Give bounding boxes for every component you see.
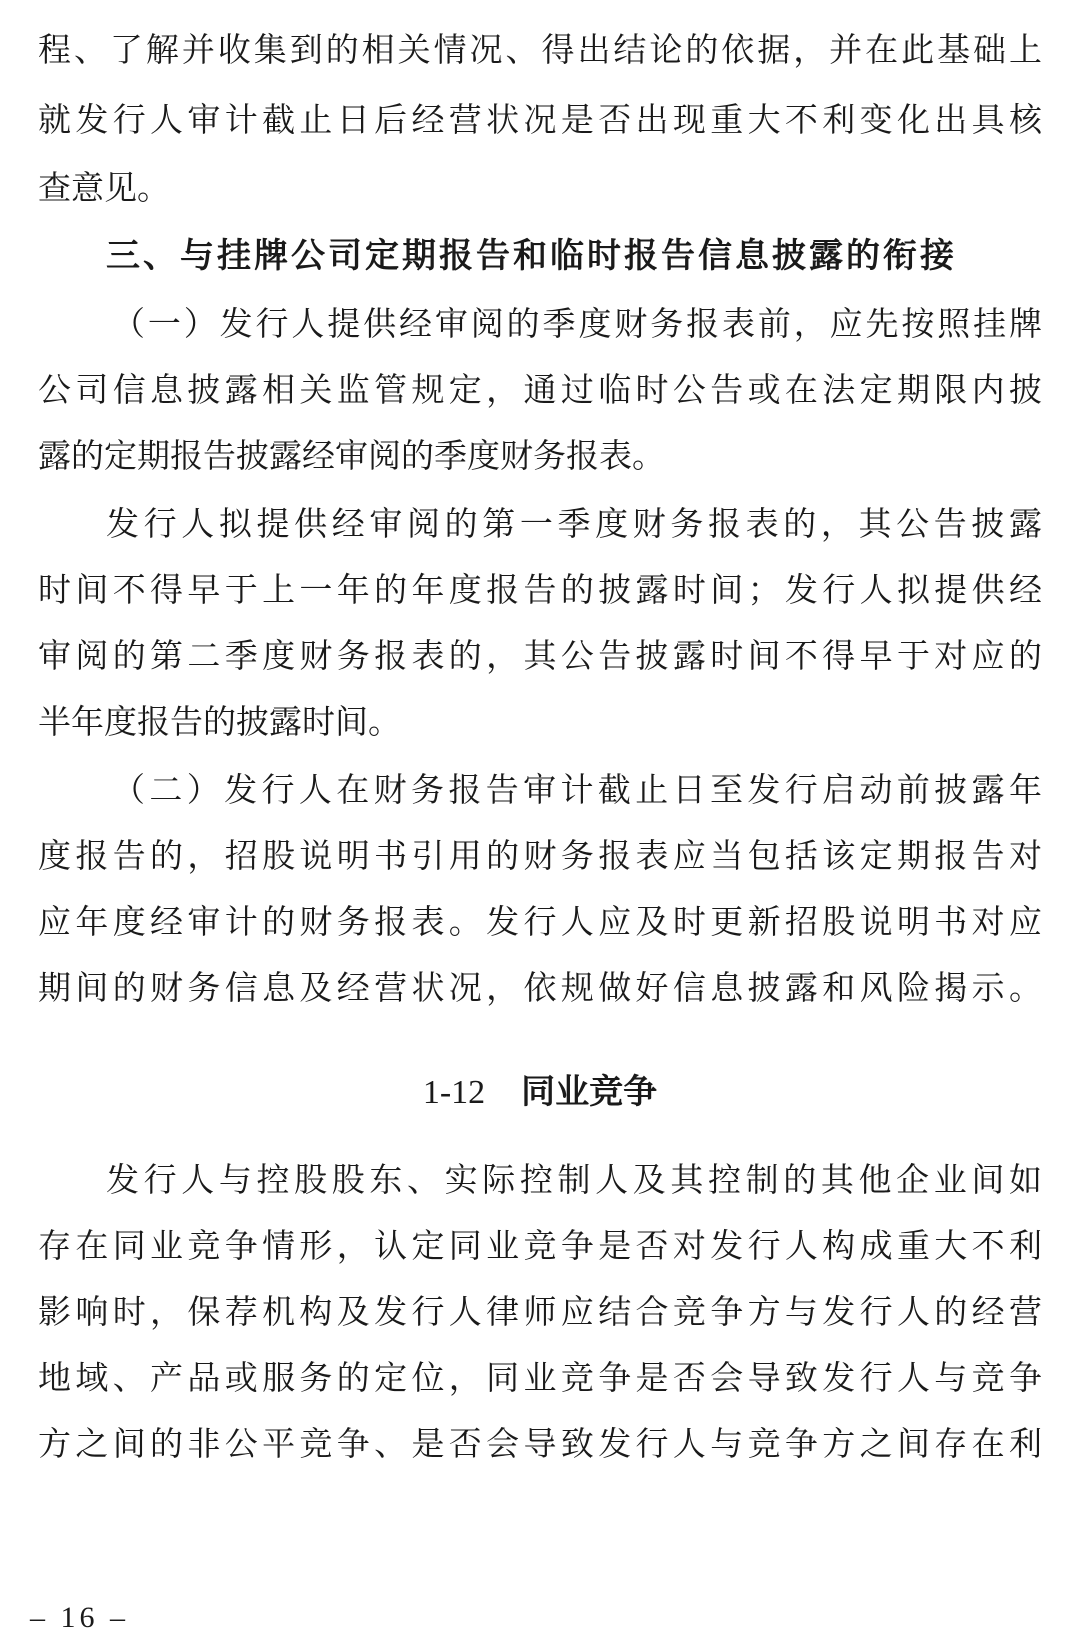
paragraph-3-line-1: 发行人拟提供经审阅的第一季度财务报表的，其公告披露 (106, 504, 1042, 543)
paragraph-1-line-3: 查意见。 (38, 168, 170, 207)
paragraph-1-line-1: 程、了解并收集到的相关情况、得出结论的依据，并在此基础上 (38, 30, 1042, 69)
paragraph-1-line-2: 就发行人审计截止日后经营状况是否出现重大不利变化出具核 (38, 100, 1042, 139)
section-title-text: 同业竞争 (521, 1072, 658, 1112)
paragraph-5-line-4: 地域、产品或服务的定位，同业竞争是否会导致发行人与竞争 (38, 1358, 1042, 1397)
paragraph-4-line-1: （二）发行人在财务报告审计截止日至发行启动前披露年 (112, 770, 1042, 809)
paragraph-5-line-5: 方之间的非公平竞争、是否会导致发行人与竞争方之间存在利 (38, 1424, 1042, 1463)
paragraph-3-line-3: 审阅的第二季度财务报表的，其公告披露时间不得早于对应的 (38, 636, 1042, 675)
paragraph-2-line-1: （一）发行人提供经审阅的季度财务报表前，应先按照挂牌 (112, 304, 1042, 343)
paragraph-4-line-3: 应年度经审计的财务报表。发行人应及时更新招股说明书对应 (38, 902, 1042, 941)
paragraph-5-line-2: 存在同业竞争情形，认定同业竞争是否对发行人构成重大不利 (38, 1226, 1042, 1265)
section-number: 1-12 (422, 1074, 486, 1111)
paragraph-3-line-2: 时间不得早于上一年的年度报告的披露时间；发行人拟提供经 (38, 570, 1042, 609)
paragraph-2-line-2: 公司信息披露相关监管规定，通过临时公告或在法定期限内披 (38, 370, 1042, 409)
paragraph-5-line-3: 影响时，保荐机构及发行人律师应结合竞争方与发行人的经营 (38, 1292, 1042, 1331)
paragraph-4-line-4: 期间的财务信息及经营状况，依规做好信息披露和风险揭示。 (38, 968, 1042, 1007)
paragraph-3-line-4: 半年度报告的披露时间。 (38, 702, 401, 741)
page-number: – 16 – (30, 1601, 129, 1634)
subsection-heading-3: 三、与挂牌公司定期报告和临时报告信息披露的衔接 (106, 236, 957, 276)
paragraph-5-line-1: 发行人与控股股东、实际控制人及其控制的其他企业间如 (106, 1160, 1042, 1199)
paragraph-2-line-3: 露的定期报告披露经审阅的季度财务报表。 (38, 436, 665, 475)
paragraph-4-line-2: 度报告的，招股说明书引用的财务报表应当包括该定期报告对 (38, 836, 1042, 875)
section-title (0, 1066, 1080, 1118)
